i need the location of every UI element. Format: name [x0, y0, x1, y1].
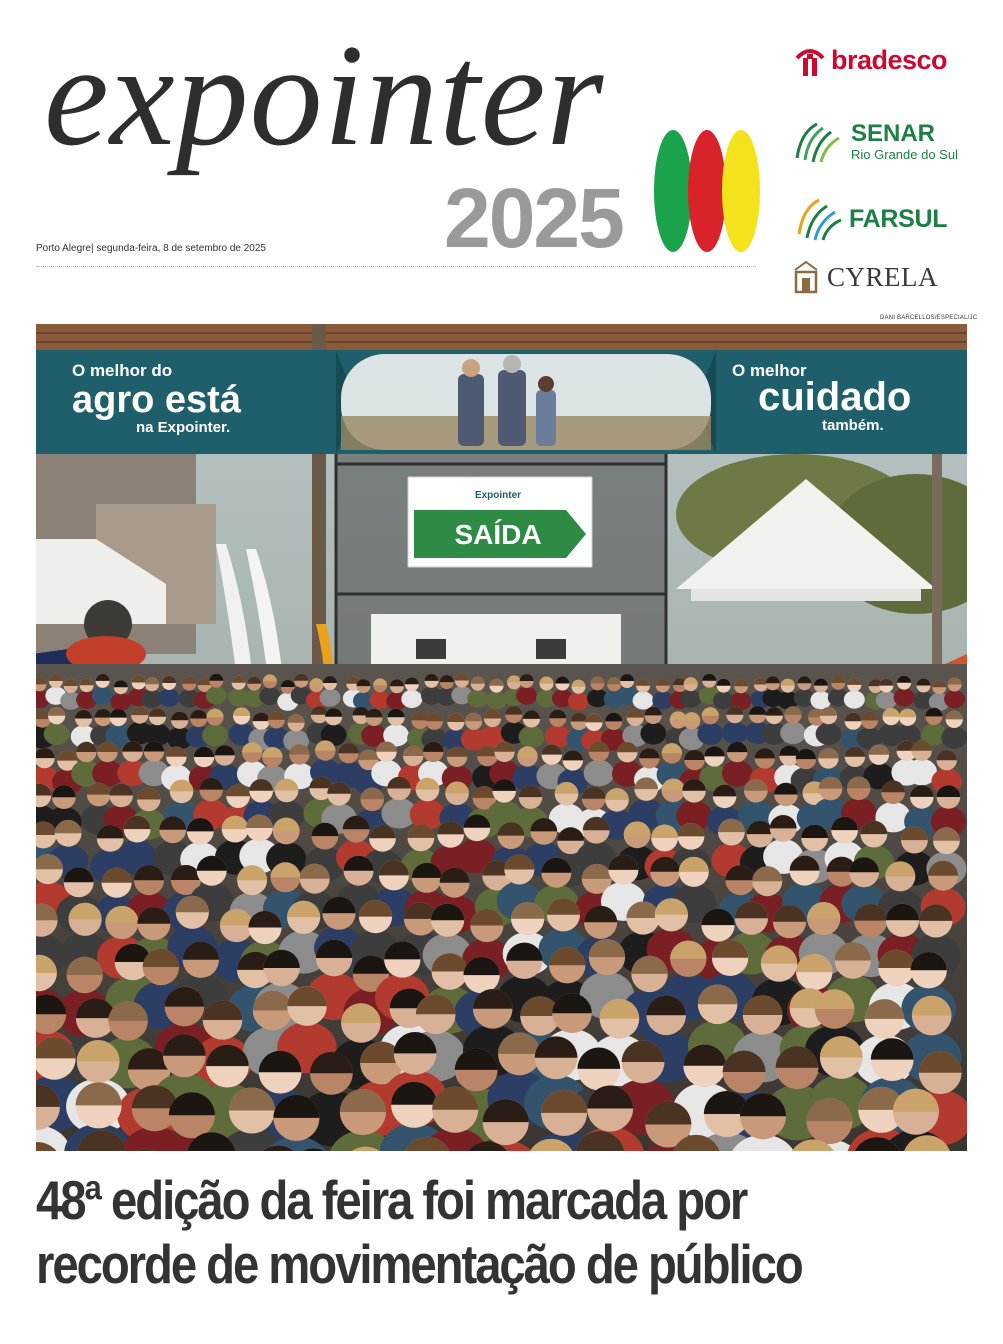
crowd-person-body	[568, 692, 589, 710]
senar-logo-icon	[793, 118, 843, 164]
crowd-person-body	[941, 726, 967, 748]
crowd-person-body	[810, 691, 831, 709]
dateline: Porto Alegre| segunda-feira, 8 de setembro de 2025	[36, 243, 266, 254]
sponsor-bradesco	[793, 42, 947, 78]
banner-left-line3: na Expointer.	[136, 419, 231, 436]
masthead-divider	[36, 266, 756, 267]
banner-left-line2: agro está	[72, 379, 241, 421]
crowd-person-body	[640, 722, 666, 744]
flag-oval-red	[688, 130, 726, 252]
senar-subtitle: Rio Grande do Sul	[851, 146, 958, 162]
cyrela-logo-icon	[793, 260, 819, 294]
crowd-person-body	[486, 691, 507, 709]
photo-credit: DANI BARCELLOS/ESPECIAL/JC	[880, 315, 978, 321]
roof-tiles	[36, 324, 967, 350]
bradesco-logo-icon	[793, 42, 827, 78]
crowd-person-body	[516, 687, 537, 705]
senar-name: SENAR	[851, 119, 936, 147]
headline	[36, 1168, 844, 1296]
crowd-person-body	[816, 723, 842, 745]
sponsor-cyrela	[793, 260, 938, 294]
masthead-year: 2025	[444, 171, 623, 265]
sponsor-list	[793, 38, 973, 300]
crowd-person-body	[722, 722, 748, 744]
crowd-person-body	[780, 722, 806, 744]
banner-right-line1: O melhor	[732, 361, 807, 380]
crowd-person-body	[320, 689, 341, 707]
crowd-person-body	[44, 723, 70, 745]
crowd-person-body	[680, 690, 701, 708]
banner-right-line3: também.	[822, 417, 884, 434]
crowd-person-body	[206, 686, 227, 704]
crowd-person-body	[519, 726, 545, 748]
crowd-scene-illustration	[36, 324, 967, 1151]
crowd-person-body	[876, 691, 897, 709]
crowd-person-body	[110, 693, 131, 711]
cyrela-name: CYRELA	[827, 261, 938, 292]
rs-flag-ovals-icon	[652, 128, 762, 254]
headline-line1: 48ª edição da feira foi marcada por	[36, 1169, 747, 1231]
crowd-person-body	[92, 687, 113, 705]
farsul-name: FARSUL	[849, 204, 948, 233]
headline-line2: recorde de movimentação de público	[36, 1233, 802, 1295]
crowd-person-body	[697, 723, 723, 745]
crowd-person-body	[584, 760, 615, 787]
cover-photo	[36, 324, 967, 1151]
crowd-person-body	[894, 688, 915, 706]
flag-oval-yellow	[722, 130, 760, 252]
exit-sign-brand: Expointer	[474, 490, 522, 501]
flag-oval-green	[654, 130, 692, 252]
exit-sign-label: SAÍDA	[454, 519, 542, 550]
sponsor-senar	[793, 118, 958, 164]
crowd-person-body	[401, 690, 422, 708]
crowd-person-body	[410, 799, 445, 830]
masthead-title: expointer	[44, 14, 605, 176]
crowd-person-body	[844, 691, 865, 709]
banner-right-line2: cuidado	[758, 375, 912, 419]
crowd-person-body	[633, 691, 654, 709]
crowd-person-body	[159, 689, 180, 707]
sponsor-farsul	[793, 196, 947, 242]
banner-left-line1: O melhor do	[72, 361, 173, 380]
crowd-person-body	[944, 690, 965, 708]
crowd-person-body	[202, 724, 228, 746]
farsul-logo-icon	[793, 196, 843, 242]
crowd-person-body	[467, 689, 488, 707]
bradesco-name: bradesco	[831, 44, 948, 75]
crowd-person-body	[259, 687, 280, 705]
